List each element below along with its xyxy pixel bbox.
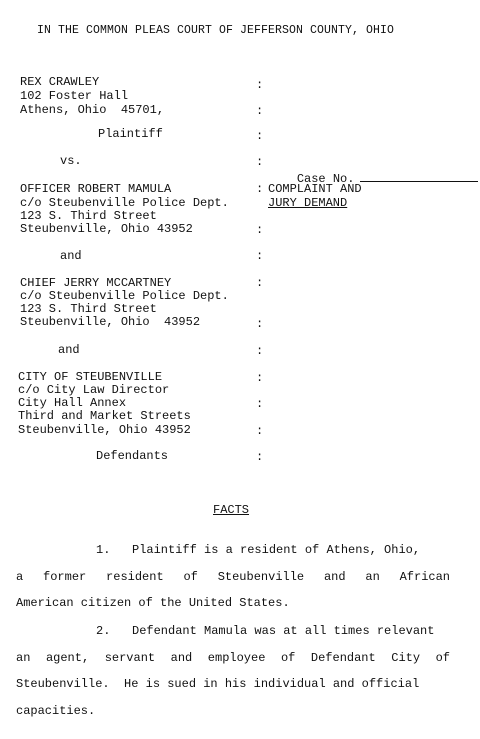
caption-colon: : xyxy=(256,155,264,169)
caption-colon: : xyxy=(256,317,264,331)
defendants-label: Defendants xyxy=(96,449,169,463)
caption-colon: : xyxy=(256,249,264,263)
defendant1-line4: Steubenville, Ohio 43952 xyxy=(20,222,193,236)
document-title-line1: COMPLAINT AND xyxy=(268,182,362,196)
caption-colon: : xyxy=(256,450,264,464)
defendant2-line4: Steubenville, Ohio 43952 xyxy=(20,315,201,329)
paragraph-line: 2. Defendant Mamula was at all times relevant xyxy=(96,624,435,638)
defendant2-line2: c/o Steubenville Police Dept. xyxy=(20,289,229,303)
caption-colon: : xyxy=(256,223,264,237)
plaintiff-address-line1: 102 Foster Hall xyxy=(20,89,129,103)
court-heading: IN THE COMMON PLEAS COURT OF JEFFERSON COUNTY, OHIO xyxy=(37,24,395,37)
paragraph-line: 1. Plaintiff is a resident of Athens, Ohio, xyxy=(96,543,421,557)
defendant2-name: CHIEF JERRY MCCARTNEY xyxy=(20,276,172,290)
plaintiff-address-line2: Athens, Ohio 45701, xyxy=(20,103,165,117)
caption-colon: : xyxy=(256,371,264,385)
caption-colon: : xyxy=(256,182,264,196)
defendant1-line2: c/o Steubenville Police Dept. xyxy=(20,196,229,210)
and-label: and xyxy=(58,343,80,357)
defendant1-line3: 123 S. Third Street xyxy=(20,209,157,223)
defendant3-name: CITY OF STEUBENVILLE xyxy=(18,370,163,384)
caption-colon: : xyxy=(256,129,264,143)
caption-colon: : xyxy=(256,397,264,411)
caption-colon: : xyxy=(256,104,264,118)
defendant3-line3: City Hall Annex xyxy=(18,396,127,410)
caption-colon: : xyxy=(256,78,264,92)
defendant1-name: OFFICER ROBERT MAMULA xyxy=(20,182,172,196)
paragraph-line: Steubenville. He is sued in his individual and official xyxy=(16,677,420,691)
versus-label: vs. xyxy=(60,154,82,168)
paragraph-line: an agent, servant and employee of Defendant City of xyxy=(16,650,450,665)
and-label: and xyxy=(60,249,82,263)
plaintiff-name: REX CRAWLEY xyxy=(20,75,100,89)
caption-colon: : xyxy=(256,344,264,358)
paragraph-line: a former resident of Steubenville and an African xyxy=(16,569,450,584)
caption-colon: : xyxy=(256,424,264,438)
defendant3-line2: c/o City Law Director xyxy=(18,383,170,397)
paragraph-line: capacities. xyxy=(16,703,96,718)
paragraph-line: American citizen of the United States. xyxy=(16,596,290,610)
document-title-line2: JURY DEMAND xyxy=(268,196,348,210)
case-number-label: Case No. xyxy=(296,171,355,186)
paragraph-2 xyxy=(16,618,450,724)
caption-colon: : xyxy=(256,276,264,290)
defendant3-line4: Third and Market Streets xyxy=(18,409,191,423)
facts-heading: FACTS xyxy=(213,503,250,517)
plaintiff-role: Plaintiff xyxy=(98,127,163,141)
paragraph-1 xyxy=(16,537,450,617)
case-number-blank xyxy=(360,170,478,182)
defendant3-line5: Steubenville, Ohio 43952 xyxy=(18,423,191,437)
defendant2-line3: 123 S. Third Street xyxy=(20,302,157,316)
